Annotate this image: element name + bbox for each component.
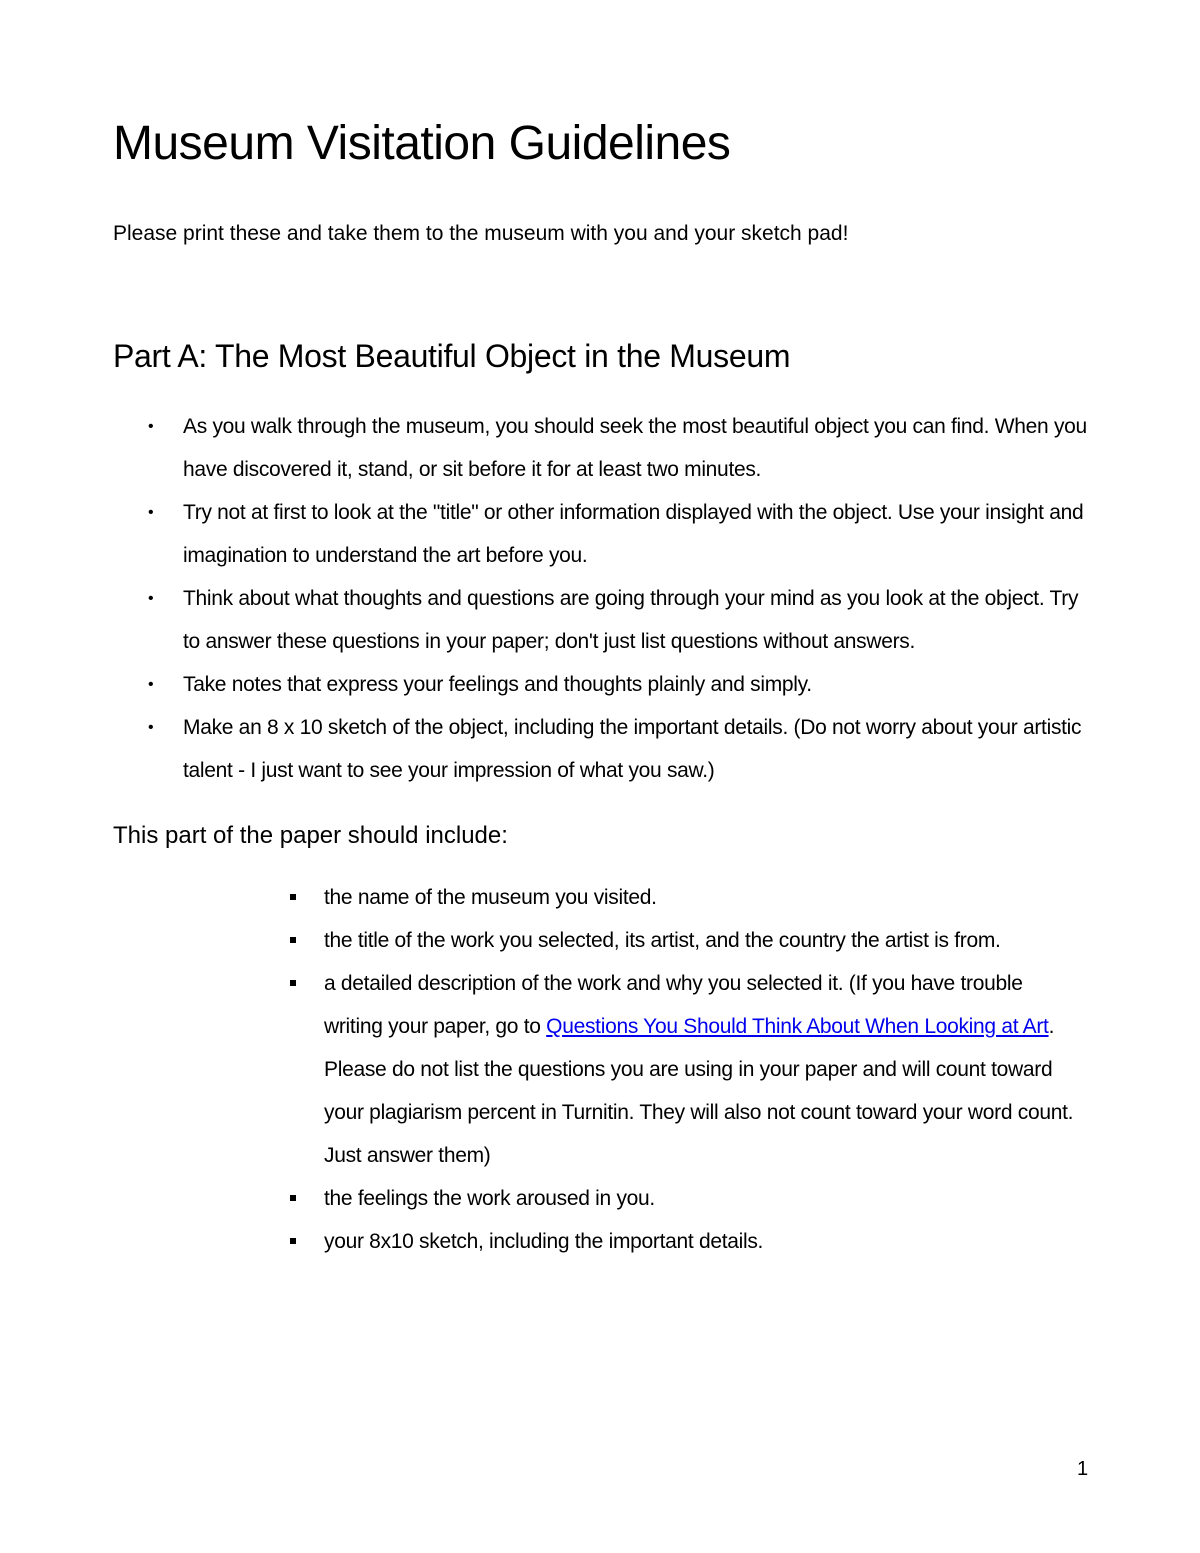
bullet-icon: • xyxy=(148,418,154,435)
bullet-icon: • xyxy=(148,504,154,521)
guideline-item xyxy=(0,706,1093,792)
guideline-text: Try not at first to look at the "title" or other information displayed with the object. Use your insight and imagination to understand the art before you. xyxy=(183,501,1084,567)
requirement-text-before-link: a detailed description of the work and why you selected it. (If you have trouble writing your paper, go to xyxy=(324,972,1023,1038)
page-number: 1 xyxy=(1077,1458,1089,1480)
square-bullet-icon xyxy=(290,937,296,943)
guidelines-list xyxy=(0,405,1200,792)
square-bullet-icon xyxy=(290,1195,296,1201)
requirement-text: the title of the work you selected, its artist, and the country the artist is from. xyxy=(324,929,1001,952)
requirement-item xyxy=(0,962,1084,1177)
document-title: Museum Visitation Guidelines xyxy=(113,117,731,170)
requirement-item xyxy=(0,876,1084,919)
requirement-text: the feelings the work aroused in you. xyxy=(324,1187,655,1210)
square-bullet-icon xyxy=(290,980,296,986)
requirement-item xyxy=(0,1177,1084,1220)
guideline-item xyxy=(0,663,1093,706)
guideline-text: Take notes that express your feelings and thoughts plainly and simply. xyxy=(183,673,812,696)
guideline-text: As you walk through the museum, you should seek the most beautiful object you can find. When you have discovered it, stand, or sit before it for at least two minutes. xyxy=(183,415,1087,481)
requirements-list xyxy=(0,876,1200,1263)
requirement-text: the name of the museum you visited. xyxy=(324,886,657,909)
requirement-text-after-link: . Please do not list the questions you are using in your paper and will count toward your plagiarism percent in Turnitin. They will also not count toward your word count. Just answer them) xyxy=(324,1015,1074,1167)
guideline-text: Think about what thoughts and questions are going through your mind as you look at the object. Try to answer these questions in your paper; don't just list questions without answers. xyxy=(183,587,1079,653)
requirements-heading: This part of the paper should include: xyxy=(113,822,508,849)
bullet-icon: • xyxy=(148,719,154,736)
guideline-item xyxy=(0,405,1093,491)
square-bullet-icon xyxy=(290,894,296,900)
guideline-item xyxy=(0,577,1093,663)
bullet-icon: • xyxy=(148,676,154,693)
part-a-heading: Part A: The Most Beautiful Object in the Museum xyxy=(113,338,791,374)
guideline-item xyxy=(0,491,1093,577)
bullet-icon: • xyxy=(148,590,154,607)
intro-text: Please print these and take them to the museum with you and your sketch pad! xyxy=(113,222,849,245)
questions-link[interactable]: Questions You Should Think About When Looking at Art xyxy=(546,1015,1049,1038)
square-bullet-icon xyxy=(290,1238,296,1244)
requirement-text: your 8x10 sketch, including the important details. xyxy=(324,1230,764,1253)
guideline-text: Make an 8 x 10 sketch of the object, including the important details. (Do not worry about your artistic talent - I just want to see your impression of what you saw.) xyxy=(183,716,1082,782)
requirement-item xyxy=(0,919,1084,962)
requirement-item xyxy=(0,1220,1084,1263)
